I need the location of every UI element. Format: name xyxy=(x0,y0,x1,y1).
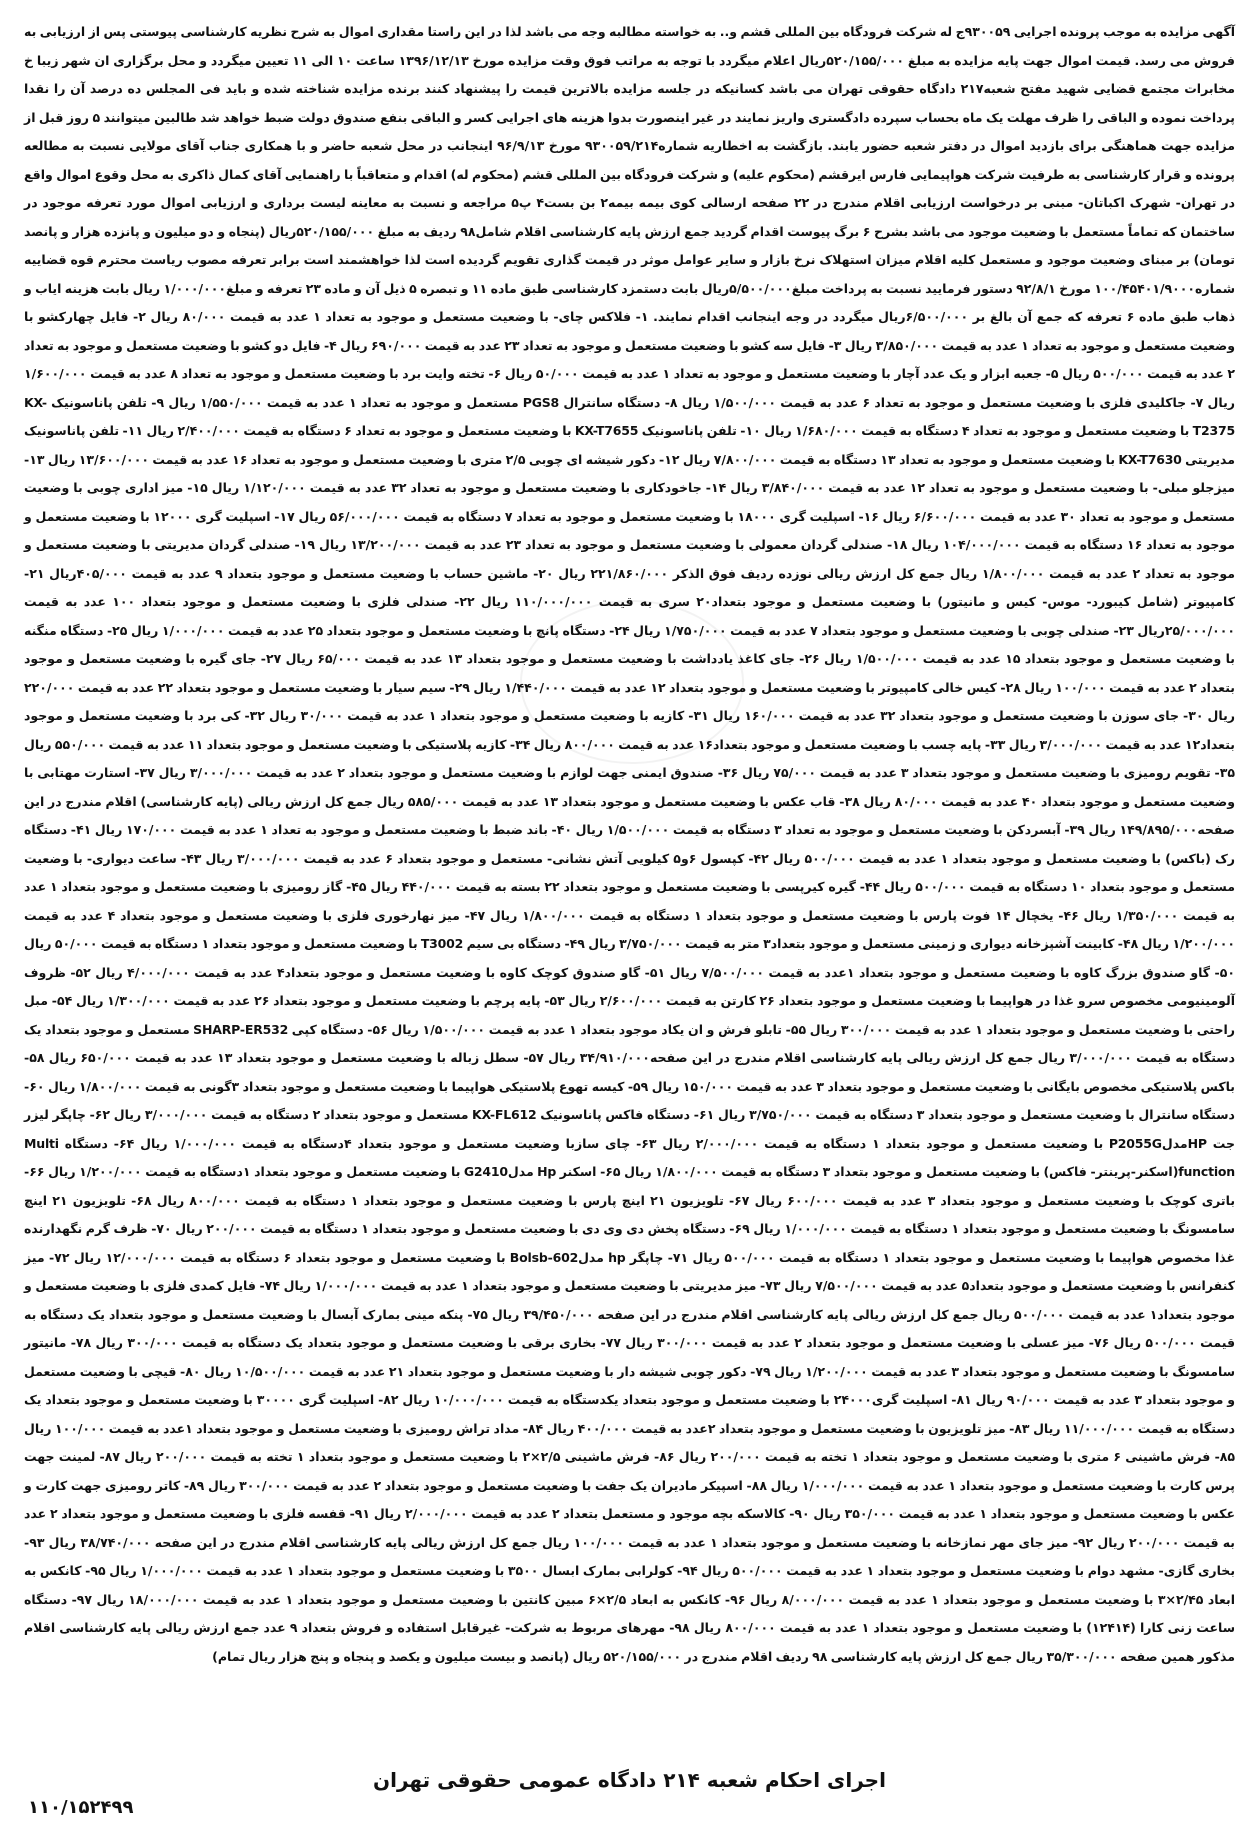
notice-paragraph: آگهی مزایده به موجب پرونده اجرایی ۹۳۰۰۵۹ج له شرکت فرودگاه بین المللی قشم و.. به خواسته مطالبه وجه می باشد لذا در این راستا مقداری اموال به شرح نظریه کارشناسی پیوستی پس از ارزیابی به فروش می رسد. قیمت اموال جهت پایه مزایده به مبلغ ۵۲۰/۱۵۵/۰۰۰ریال اعلام میگردد با توجه به مراتب فوق وقت مزایده مورخ ۱۳۹۶/۱۲/۱۳ ساعت ۱۰ الی ۱۱ تعیین میگردد و محل برگزاری ان شهر زیبا خ مخابرات مجتمع قضایی شهید مفتح شعبه۲۱۷ دادگاه حقوقی تهران می باشد کسانیکه در جلسه مزایده بالاترین قیمت را پیشنهاد کنند برنده مزایده شناخته شده و باید فی المجلس ده درصد آن را نقدا پرداخت نموده و الباقی را ظرف مهلت یک ماه بحساب سپرده دادگستری واریز نمایند در غیر اینصورت بدوا هزینه های اجرایی کسر و الباقی بنفع صندوق دولت ضبط خواهد شد طالبین میتوانند ۵ روز قبل از مزایده جهت هماهنگی برای بازدید اموال در دفتر شعبه حضور یابند. بازگشت به اخطاریه شماره۹۳۰۰۵۹/۲۱۴ مورخ ۹۶/۹/۱۳ اینجانب در محل شعبه حاضر و با همکاری جناب آقای مولایی نسبت به مطالعه پرونده و قرار کارشناسی به طرفیت شرکت هواپیمایی فارس ایرقشم (محکوم علیه) و شرکت فرودگاه بین المللی قشم (محکوم له) اقدام و متعاقباً با راهنمایی آقای کمال ذاکری به محل وقوع اموال واقع در تهران- شهرک اکباتان- مبنی بر درخواست ارزیابی اقلام مندرج در ۲۲ صفحه ارسالی کوی بیمه بیمه۲ بن بست۴ پ۵ مراجعه و نسبت به معاینه لیست برداری و ارزیابی اموال مورد تعرفه موجود در ساختمان که تماماً مستعمل با وضعیت موجود می باشد بشرح ۶ برگ پیوست اقدام گردید جمع ارزش پایه کارشناسی اقلام شامل۹۸ ردیف به مبلغ ۵۲۰/۱۵۵/۰۰۰ریال (پنجاه و دو میلیون و پانزده هزار و پانصد تومان) بر مبنای وضعیت موجود و مستعمل کلیه اقلام میزان استهلاک نرخ بازار و سایر عوامل موثر در قیمت گذاری تقویم گردیده است لذا خواهشمند است برابر تعرفه مصوب ریاست محترم قوه قضاییه شماره۱۰۰/۴۵۴۰۱/۹۰۰۰ مورخ ۹۲/۸/۱ دستور فرمایید نسبت به پرداخت مبلغ۵/۵۰۰/۰۰۰ریال بابت دستمزد کارشناسی طبق ماده ۱۱ و تبصره ۵ ذیل آن و ماده ۲۳ تعرفه و مبلغ۱/۰۰۰/۰۰۰ ریال بابت هزینه ایاب و ذهاب طبق ماده ۶ تعرفه که جمع آن بالغ بر ۶/۵۰۰/۰۰۰ریال میگردد در وجه اینجانب اقدام نمایند. ۱- فلاکس چای- با وضعیت مستعمل و موجود به تعداد ۱ عدد به قیمت ۸۰/۰۰۰ ریال ۲- فایل چهارکشو با وضعیت مستعمل و موجود به تعداد ۱ عدد به قیمت ۳/۸۵۰/۰۰۰ ریال ۳- فایل سه کشو با وضعیت مستعمل و موجود به تعداد ۲۳ عدد به قیمت ۶۹۰/۰۰۰ ریال ۴- فایل دو کشو با وضعیت مستعمل و موجود به تعداد ۲ عدد به قیمت ۵۰۰/۰۰۰ ریال ۵- جعبه ابزار و یک عدد آچار با وضعیت مستعمل و موجود به تعداد ۱ عدد به قیمت ۵۰/۰۰۰ ریال ۶- تخته وایت برد با وضعیت مستعمل و موجود به تعداد ۸ عدد به قیمت ۱/۶۰۰/۰۰۰ ریال ۷- جاکلیدی فلزی با وضعیت مستعمل و موجود به تعداد ۶ عدد به قیمت ۱/۵۰۰/۰۰۰ ریال ۸- دستگاه سانترال PGS8 مستعمل و موجود به تعداد ۱ عدد به قیمت ۱/۵۵۰/۰۰۰ ریال ۹- تلفن پاناسونیک KX-T2375 با وضعیت مستعمل و موجود به تعداد ۴ دستگاه به قیمت ۱/۶۸۰/۰۰۰ ریال ۱۰- تلفن پاناسونیک KX-T7655 با وضعیت مستعمل و موجود به تعداد ۶ دستگاه به قیمت ۲/۴۰۰/۰۰۰ ریال ۱۱- تلفن پاناسونیک مدیریتی KX-T7630 با وضعیت مستعمل و موجود به تعداد ۱۳ دستگاه به قیمت ۷/۸۰۰/۰۰۰ ریال ۱۲- دکور شیشه ای چوبی ۲/۵ متری با وضعیت مستعمل و موجود به تعداد ۱۶ عدد به قیمت ۱۳/۶۰۰/۰۰۰ ریال ۱۳- میزجلو مبلی- با وضعیت مستعمل و موجود به تعداد ۱۲ عدد به قیمت ۳/۸۴۰/۰۰۰ ریال ۱۴- جاخودکاری با وضعیت مستعمل و موجود به تعداد ۳۲ عدد به قیمت ۱/۱۲۰/۰۰۰ ریال ۱۵- میز اداری چوبی با وضعیت مستعمل و موجود به تعداد ۳۰ عدد به قیمت ۶/۶۰۰/۰۰۰ ریال ۱۶- اسپلیت گری ۱۸۰۰۰ با وضعیت مستعمل و موجود به تعداد ۷ دستگاه به قیمت ۵۶/۰۰۰/۰۰۰ ریال ۱۷- اسپلیت گری ۱۲۰۰۰ با وضعیت مستعمل و موجود به تعداد ۱۶ دستگاه به قیمت ۱۰۴/۰۰۰/۰۰۰ ریال ۱۸- صندلی گردان معمولی با وضعیت مستعمل و موجود به تعداد ۲۳ عدد به قیمت ۱۳/۲۰۰/۰۰۰ ریال ۱۹- صندلی گردان مدیریتی با وضعیت مستعمل و موجود به تعداد ۲ عدد به قیمت ۱/۸۰۰/۰۰۰ ریال جمع کل ارزش ریالی نوزده ردیف فوق الذکر ۲۲۱/۸۶۰/۰۰۰ ریال ۲۰- ماشین حساب با وضعیت مستعمل و موجود بتعداد ۹ عدد به قیمت ۴۰۵/۰۰۰ریال ۲۱- کامپیوتر (شامل کیبورد- موس- کیس و مانیتور) با وضعیت مستعمل و موجود بتعداد۲۰ سری به قیمت ۱۱۰/۰۰۰/۰۰۰ ریال ۲۲- صندلی فلزی با وضعیت مستعمل و موجود بتعداد ۱۰۰ عدد به قیمت ۲۵/۰۰۰/۰۰۰ریال ۲۳- صندلی چوبی با وضعیت مستعمل و موجود بتعداد ۷ عدد به قیمت ۱/۷۵۰/۰۰۰ ریال ۲۴- دستگاه پانچ با وضعیت مستعمل و موجود بتعداد ۲۵ عدد به قیمت ۱/۰۰۰/۰۰۰ ریال ۲۵- دستگاه منگنه با وضعیت مستعمل و موجود بتعداد ۱۵ عدد به قیمت ۱/۵۰۰/۰۰۰ ریال ۲۶- جای کاغذ یادداشت با وضعیت مستعمل و موجود بتعداد ۱۳ عدد به قیمت ۶۵/۰۰۰ ریال ۲۷- جای گیره با وضعیت مستعمل و موجود بتعداد ۲ عدد به قیمت ۱۰۰/۰۰۰ ریال ۲۸- کیس خالی کامپیوتر با وضعیت مستعمل و موجود بتعداد ۱۲ عدد به قیمت ۱/۴۴۰/۰۰۰ ریال ۲۹- سیم سیار با وضعیت مستعمل و موجود بتعداد ۲۲ عدد به قیمت ۲۲۰/۰۰۰ ریال ۳۰- جای سوزن با وضعیت مستعمل و موجود بتعداد ۳۲ عدد به قیمت ۱۶۰/۰۰۰ ریال ۳۱- کازیه با وضعیت مستعمل و موجود بتعداد ۱ عدد به قیمت ۳۰/۰۰۰ ریال ۳۲- کی برد با وضعیت مستعمل و موجود بتعداد۱۲ عدد به قیمت ۳/۰۰۰/۰۰۰ ریال ۳۳- پایه چسب با وضعیت مستعمل و موجود بتعداد۱۶ عدد به قیمت ۸۰۰/۰۰۰ ریال ۳۴- کازیه پلاستیکی با وضعیت مستعمل و موجود بتعداد ۱۱ عدد به قیمت ۵۵۰/۰۰۰ ریال ۳۵- تقویم رومیزی با وضعیت مستعمل و موجود بتعداد ۳ عدد به قیمت ۷۵/۰۰۰ ریال ۳۶- صندوق ایمنی جهت لوازم با وضعیت مستعمل و موجود بتعداد ۲ عدد به قیمت ۳/۰۰۰/۰۰۰ ریال ۳۷- استارت مهتابی با وضعیت مستعمل و موجود بتعداد ۴۰ عدد به قیمت ۸۰/۰۰۰ ریال ۳۸- قاب عکس با وضعیت مستعمل و موجود بتعداد ۱۳ عدد به قیمت ۵۸۵/۰۰۰ ریال جمع کل ارزش ریالی (پایه کارشناسی) اقلام مندرج در این صفحه۱۴۹/۸۹۵/۰۰۰ ریال ۳۹- آبسردکن با وضعیت مستعمل و موجود به تعداد ۳ دستگاه به قیمت ۱/۵۰۰/۰۰۰ ریال ۴۰- باند ضبط با وضعیت مستعمل و موجود به تعداد ۱ عدد به قیمت ۱۷۰/۰۰۰ ریال ۴۱- دستگاه رک (باکس) با وضعیت مستعمل و موجود بتعداد ۱ عدد به قیمت ۵۰۰/۰۰۰ ریال ۴۲- کپسول ۶و۵ کیلویی آتش نشانی- مستعمل و موجود بتعداد ۶ عدد به قیمت ۳/۰۰۰/۰۰۰ ریال ۴۳- ساعت دیواری- با وضعیت مستعمل و موجود بتعداد ۱۰ دستگاه به قیمت ۵۰۰/۰۰۰ ریال ۴۴- گیره کیرپسی با وضعیت مستعمل و موجود بتعداد ۲۲ بسته به قیمت ۴۴۰/۰۰۰ ریال ۴۵- گاز رومیزی با وضعیت مستعمل و موجود بتعداد ۱ عدد به قیمت ۱/۳۵۰/۰۰۰ ریال ۴۶- یخچال ۱۴ فوت پارس با وضعیت مستعمل و موجود بتعداد ۱ دستگاه به قیمت ۱/۸۰۰/۰۰۰ ریال ۴۷- میز نهارخوری فلزی با وضعیت مستعمل و موجود بتعداد ۴ عدد به قیمت ۱/۲۰۰/۰۰۰ ریال ۴۸- کابینت آشپزخانه دیواری و زمینی مستعمل و موجود بتعداد۳ متر به قیمت ۳/۷۵۰/۰۰۰ ریال ۴۹- دستگاه بی سیم T3002 با وضعیت مستعمل و موجود بتعداد ۱ دستگاه به قیمت ۵۰/۰۰۰ ریال ۵۰- گاو صندوق بزرگ کاوه با وضعیت مستعمل و موجود بتعداد ۱عدد به قیمت ۷/۵۰۰/۰۰۰ ریال ۵۱- گاو صندوق کوچک کاوه با وضعیت مستعمل و موجود بتعداد۴ عدد به قیمت ۴/۰۰۰/۰۰۰ ریال ۵۲- ظروف آلومینیومی مخصوص سرو غذا در هواپیما با وضعیت مستعمل و موجود بتعداد ۲۶ کارتن به قیمت ۲/۶۰۰/۰۰۰ ریال ۵۳- پایه پرچم با وضعیت مستعمل و موجود بتعداد ۲۶ عدد به قیمت ۱/۳۰۰/۰۰۰ ریال ۵۴- مبل راحتی با وضعیت مستعمل و موجود بتعداد ۱ عدد به قیمت ۳۰۰/۰۰۰ ریال ۵۵- تابلو فرش و ان یکاد موجود بتعداد ۱ عدد به قیمت ۱/۵۰۰/۰۰۰ ریال ۵۶- دستگاه کپی SHARP-ER532 مستعمل و موجود بتعداد یک دستگاه به قیمت ۳/۰۰۰/۰۰۰ ریال جمع کل ارزش ریالی پایه کارشناسی اقلام مندرج در این صفحه۳۴/۹۱۰/۰۰۰ ریال ۵۷- سطل زباله با وضعیت مستعمل و موجود بتعداد ۱۳ عدد به قیمت ۶۵۰/۰۰۰ ریال ۵۸- باکس پلاستیکی مخصوص بایگانی با وضعیت مستعمل و موجود بتعداد ۳ عدد به قیمت ۱۵۰/۰۰۰ ریال ۵۹- کیسه تهوع پلاستیکی هواپیما با وضعیت مستعمل و موجود بتعداد ۳گونی به قیمت ۱/۸۰۰/۰۰۰ ریال ۶۰- دستگاه سانترال با وضعیت مستعمل و موجود بتعداد ۳ دستگاه به قیمت ۳/۷۵۰/۰۰۰ ریال ۶۱- دستگاه فاکس پاناسونیک KX-FL612 مستعمل و موجود بتعداد ۲ دستگاه به قیمت ۳/۰۰۰/۰۰۰ ریال ۶۲- چاپگر لیزر جت HPمدلP2055G با وضعیت مستعمل و موجود بتعداد ۱ دستگاه به قیمت ۲/۰۰۰/۰۰۰ ریال ۶۳- چای سازبا وضعیت مستعمل و موجود بتعداد ۴دستگاه به قیمت ۱/۰۰۰/۰۰۰ ریال ۶۴- دستگاه Multi function(اسکنر-پرینتر- فاکس) با وضعیت مستعمل و موجود بتعداد ۳ دستگاه به قیمت ۱/۸۰۰/۰۰۰ ریال ۶۵- اسکنر Hp مدلG2410 با وضعیت مستعمل و موجود بتعداد ۱دستگاه به قیمت ۱/۲۰۰/۰۰۰ ریال ۶۶- باتری کوچک با وضعیت مستعمل و موجود بتعداد ۳ عدد به قیمت ۶۰۰/۰۰۰ ریال ۶۷- تلویزیون ۲۱ اینچ پارس با وضعیت مستعمل و موجود بتعداد ۱ دستگاه به قیمت ۸۰۰/۰۰۰ ریال ۶۸- تلویزیون ۲۱ اینچ سامسونگ با وضعیت مستعمل و موجود بتعداد ۱ دستگاه به قیمت ۱/۰۰۰/۰۰۰ ریال ۶۹- دستگاه پخش دی وی دی با وضعیت مستعمل و موجود بتعداد ۱ دستگاه به قیمت ۲۰۰/۰۰۰ ریال ۷۰- ظرف گرم نگهدارنده غذا مخصوص هواپیما با وضعیت مستعمل و موجود بتعداد ۱ دستگاه به قیمت ۵۰۰/۰۰۰ ریال ۷۱- چاپگر hp مدلBolsb-602 با وضعیت مستعمل و موجود بتعداد ۶ دستگاه به قیمت ۱۲/۰۰۰/۰۰۰ ریال ۷۲- میز کنفرانس با وضعیت مستعمل و موجود بتعداد۵ عدد به قیمت ۷/۵۰۰/۰۰۰ ریال ۷۳- میز مدیریتی با وضعیت مستعمل و موجود بتعداد ۱ عدد به قیمت ۱/۰۰۰/۰۰۰ ریال ۷۴- فایل کمدی فلزی با وضعیت مستعمل و موجود بتعداد۱ عدد به قیمت ۵۰۰/۰۰۰ ریال جمع کل ارزش ریالی پایه کارشناسی اقلام مندرج در این صفحه ۳۹/۴۵۰/۰۰۰ ریال ۷۵- پنکه مینی بمارک آبسال با وضعیت مستعمل و موجود بتعداد یک دستگاه به قیمت ۵۰۰/۰۰۰ ریال ۷۶- میز عسلی با وضعیت مستعمل و موجود بتعداد ۲ عدد به قیمت ۳۰۰/۰۰۰ ریال ۷۷- بخاری برقی با وضعیت مستعمل و موجود بتعداد یک دستگاه به قیمت ۳۰۰/۰۰۰ ریال ۷۸- مانیتور سامسونگ با وضعیت مستعمل و موجود بتعداد ۳ عدد به قیمت ۱/۲۰۰/۰۰۰ ریال ۷۹- دکور چوبی شیشه دار با وضعیت مستعمل و موجود بتعداد ۲۱ عدد به قیمت ۱۰/۵۰۰/۰۰۰ ریال ۸۰- قیچی با وضعیت مستعمل و موجود بتعداد ۳ عدد به قیمت ۹۰/۰۰۰ ریال ۸۱- اسپلیت گری۲۴۰۰۰ با وضعیت مستعمل و موجود بتعداد یکدستگاه به قیمت ۱۰/۰۰۰/۰۰۰ ریال ۸۲- اسپلیت گری ۳۰۰۰۰ با وضعیت مستعمل و موجود بتعداد یک دستگاه به قیمت ۱۱/۰۰۰/۰۰۰ ریال ۸۳- میز تلویزیون با وضعیت مستعمل و موجود بتعداد ۲عدد به قیمت ۴۰۰/۰۰۰ ریال ۸۴- مداد تراش رومیزی با وضعیت مستعمل و موجود بتعداد ۱عدد به قیمت ۱۰۰/۰۰۰ ریال ۸۵- فرش ماشینی ۶ متری با وضعیت مستعمل و موجود بتعداد ۱ تخته به قیمت ۲۰۰/۰۰۰ ریال ۸۶- فرش ماشینی ۲/۵×۲ با وضعیت مستعمل و موجود بتعداد ۱ تخته به قیمت ۲۰۰/۰۰۰ ریال ۸۷- لمینت جهت پرس کارت با وضعیت مستعمل و موجود بتعداد ۱ عدد به قیمت ۱/۰۰۰/۰۰۰ ریال ۸۸- اسپیکر مادیران یک جفت با وضعیت مستعمل و موجود بتعداد ۲ عدد به قیمت ۳۰۰/۰۰۰ ریال ۸۹- کاتر رومیزی جهت کارت و عکس با وضعیت مستعمل و موجود بتعداد ۱ عدد به قیمت ۳۵۰/۰۰۰ ریال ۹۰- کالاسکه بچه موجود و مستعمل بتعداد ۲ عدد به قیمت ۲/۰۰۰/۰۰۰ ریال ۹۱- قفسه فلزی با وضعیت مستعمل و موجود بتعداد ۲ عدد به قیمت ۲۰۰/۰۰۰ ریال ۹۲- میز جای مهر نمازخانه با وضعیت مستعمل و موجود بتعداد ۱ عدد به قیمت ۱۰۰/۰۰۰ ریال جمع کل ارزش ریالی پایه کارشناسی اقلام مندرج در این صفحه ۳۸/۷۴۰/۰۰۰ ریال ۹۳- بخاری گازی- مشهد دوام با وضعیت مستعمل و موجود بتعداد ۱ عدد به قیمت ۵۰۰/۰۰۰ ریال ۹۴- کولرابی بمارک ابسال ۳۵۰۰ با وضعیت مستعمل و موجود بتعداد ۱ عدد به قیمت ۱/۰۰۰/۰۰۰ ریال ۹۵- کانکس به ابعاد ۲/۴۵×۳ با وضعیت مستعمل و موجود بتعداد ۱ عدد به قیمت ۸/۰۰۰/۰۰۰ ریال ۹۶- کانکس به ابعاد ۲/۵×۶ مبین کانتین با وضعیت مستعمل و موجود بتعداد ۱ عدد به قیمت ۱۸/۰۰۰/۰۰۰ ریال ۹۷- دستگاه ساعت زنی کارا (۱۲۴۱۴) با وضعیت مستعمل و موجود بتعداد ۱ عدد به قیمت ۸۰۰/۰۰۰ ریال ۹۸- مهرهای مربوط به شرکت- غیرقابل استفاده و فروش بتعداد ۹ عدد جمع ارزش ریالی پایه کارشناسی اقلام مذکور همین صفحه ۳۵/۳۰۰/۰۰۰ ریال جمع کل ارزش پایه کارشناسی ۹۸ ردیف اقلام مندرج در ۵۲۰/۱۵۵/۰۰۰ ریال (پانصد و بیست میلیون و یکصد و پنجاه و پنج هزار ریال تمام) xyxy=(24,24,1236,1664)
notice-footer xyxy=(24,1765,1235,1821)
notice-reference-number: ۱۱۰/۱۵۲۴۹۹ xyxy=(28,1797,134,1818)
issuing-authority-signature: اجرای احکام شعبه ۲۱۴ دادگاه عمومی حقوقی تهران xyxy=(373,1768,886,1792)
auction-notice-body xyxy=(24,18,1235,1671)
